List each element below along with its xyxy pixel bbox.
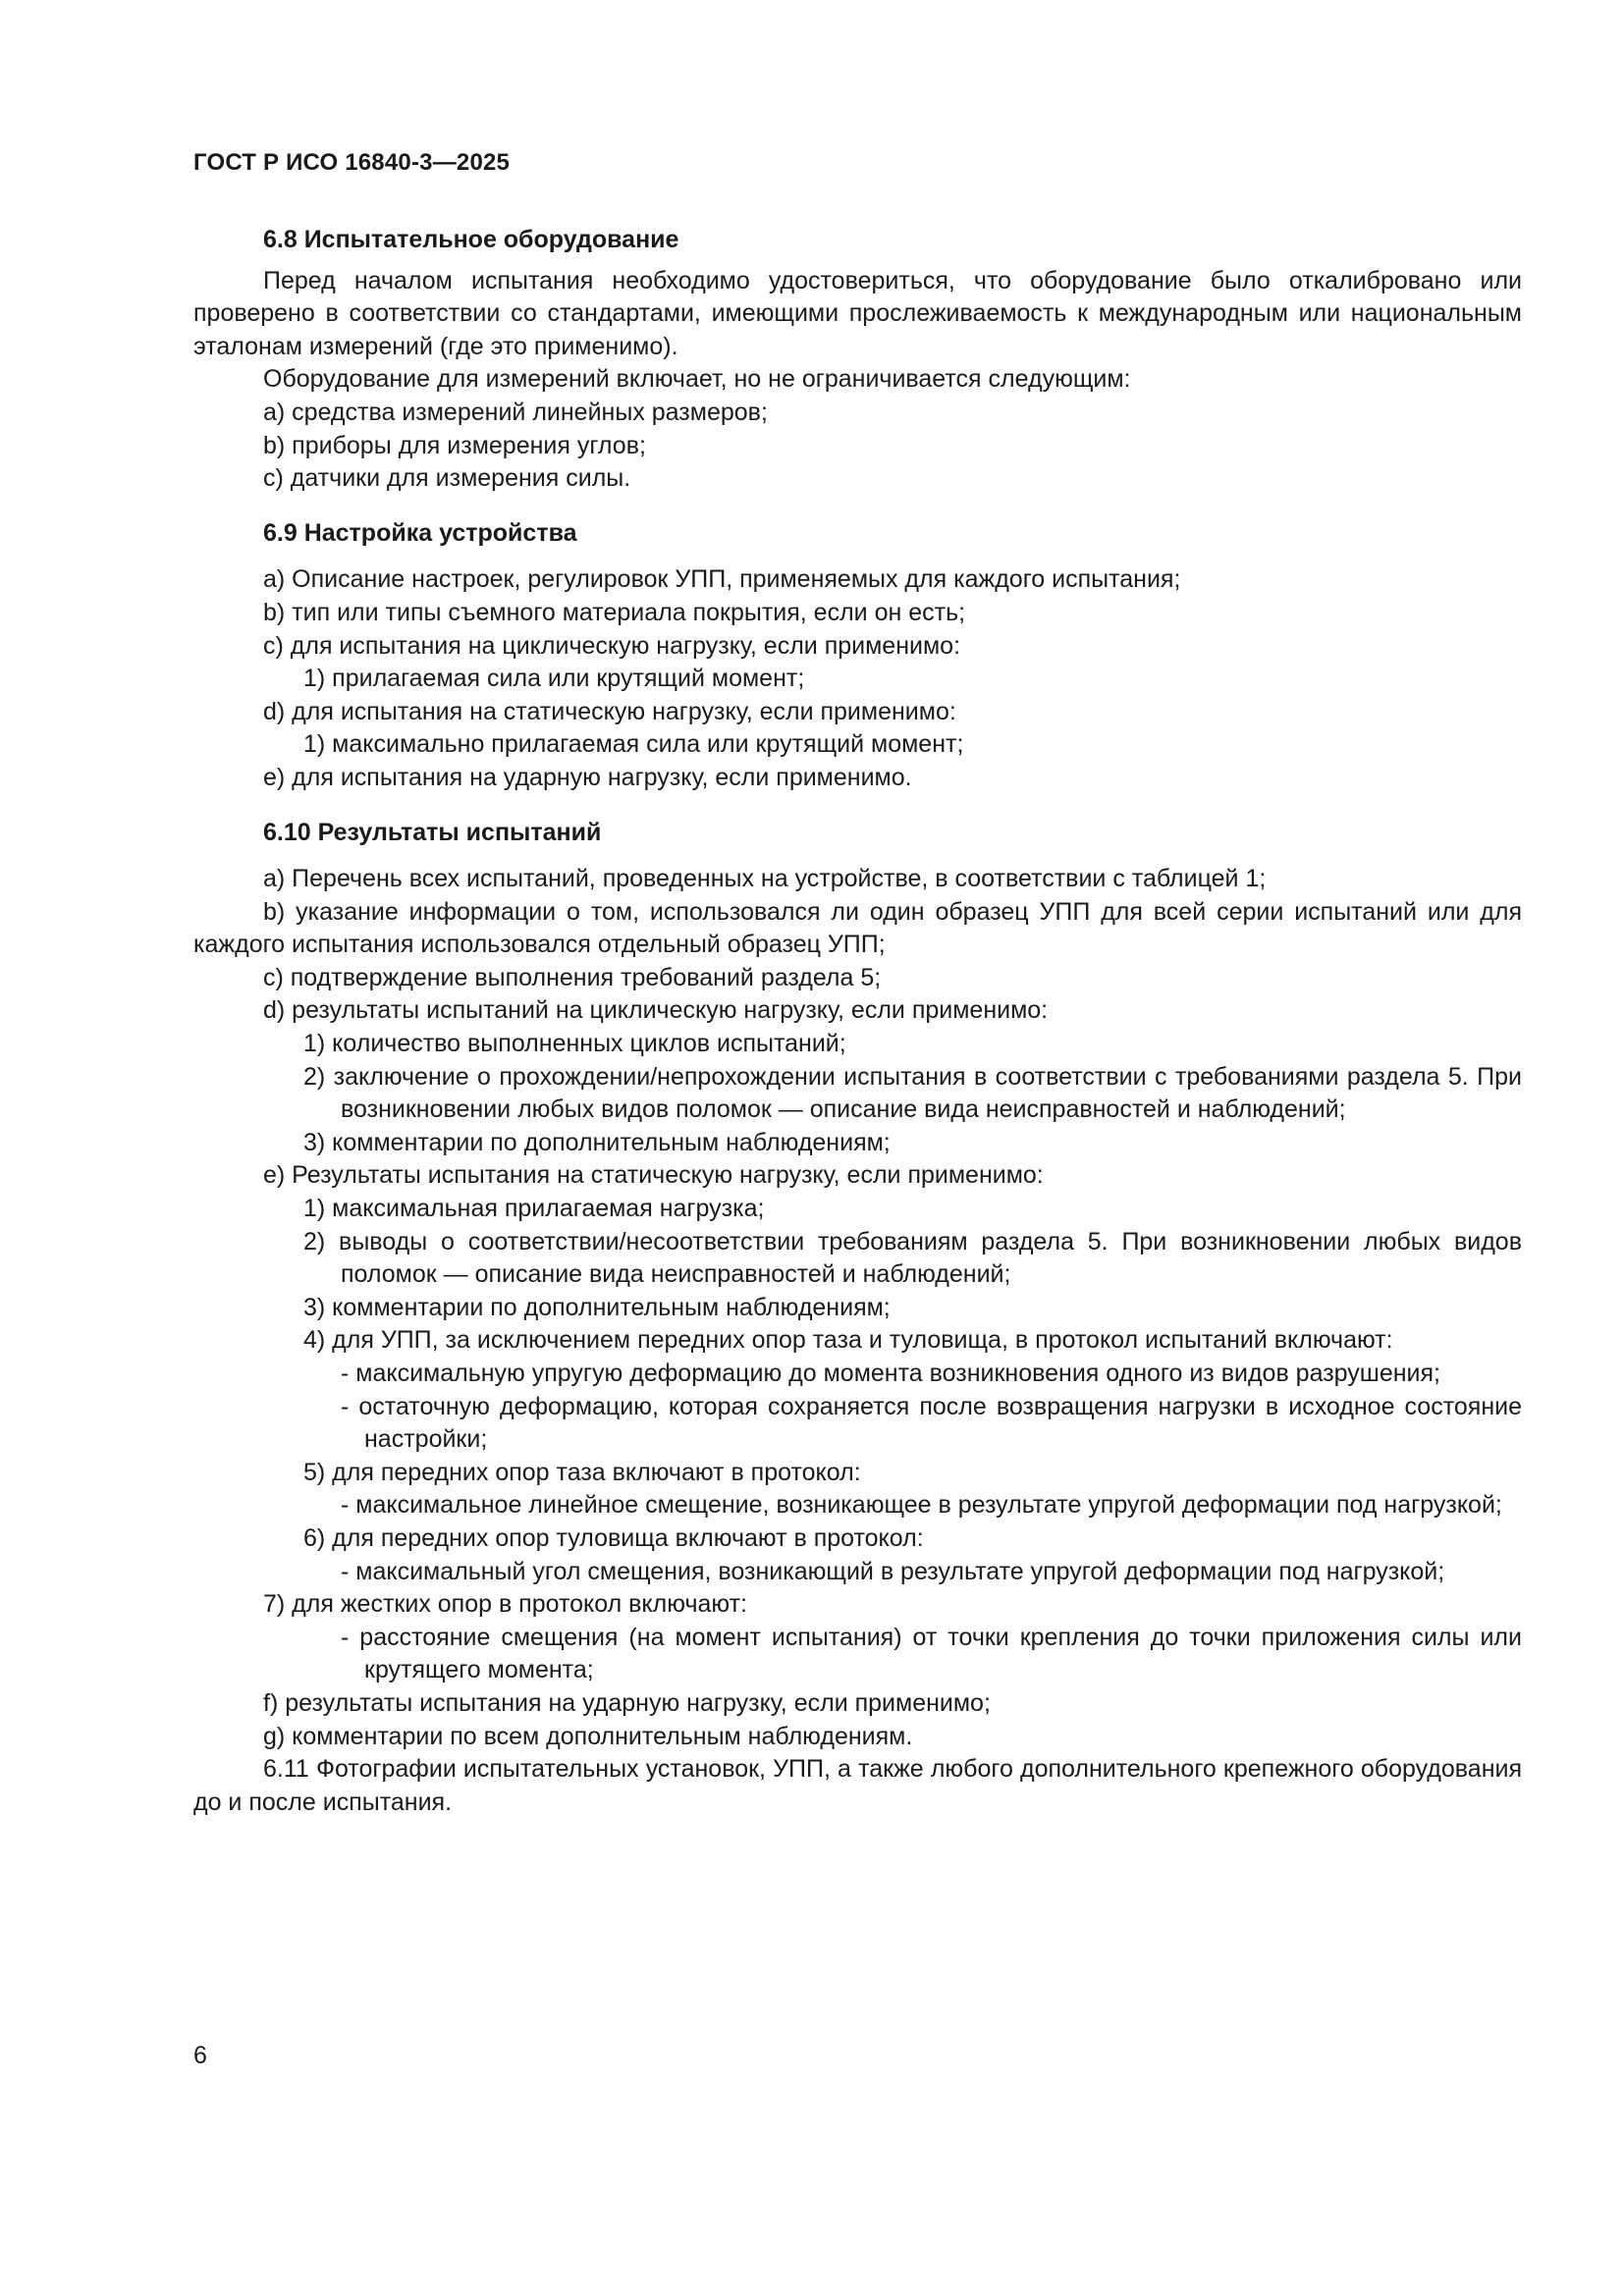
document-header: ГОСТ Р ИСО 16840-3—2025	[193, 149, 511, 176]
section-6-10-item-e7-dash: - расстояние смещения (на момент испытания) от точки крепления до точки приложения силы или крутящего момента;	[341, 1623, 1522, 1684]
section-6-9-item-b: b) тип или типы съемного материала покрытия, если он есть;	[263, 598, 966, 626]
section-6-9-item-c1: 1) прилагаемая сила или крутящий момент;	[303, 665, 805, 693]
section-6-8-title: 6.8 Испытательное оборудование	[263, 226, 679, 253]
section-6-9-item-e: e) для испытания на ударную нагрузку, если применимо.	[263, 763, 912, 791]
section-6-11-paragraph: 6.11 Фотографии испытательных установок, УПП, а также любого дополнительного крепежного оборудования до и после испытания.	[193, 1755, 1522, 1816]
section-6-9-item-c: c) для испытания на циклическую нагрузку, если применимо:	[263, 631, 961, 660]
section-6-10-item-d2: 2) заключение о прохождении/непрохождении испытания в соответствии с требованиями раздела 5. При возникновении любых видов поломок — описание вида неисправностей и наблюдений;	[303, 1062, 1522, 1124]
section-6-9-item-a: a) Описание настроек, регулировок УПП, применяемых для каждого испытания;	[263, 565, 1181, 594]
section-6-10-item-e6: 6) для передних опор туловища включают в протокол:	[303, 1523, 924, 1552]
section-6-10-item-e4: 4) для УПП, за исключением передних опор таза и туловища, в протокол испытаний включают:	[303, 1326, 1393, 1355]
section-6-10-item-e7: 7) для жестких опор в протокол включают:	[263, 1590, 747, 1619]
section-6-10-item-e6-dash: - максимальный угол смещения, возникающий в результате упругой деформации под нагрузкой;	[341, 1557, 1445, 1585]
document-body	[193, 224, 1522, 1819]
section-6-8-paragraph-2: Оборудование для измерений включает, но не ограничивается следующим:	[263, 365, 1131, 394]
section-6-10-item-e3: 3) комментарии по дополнительным наблюдениям;	[303, 1293, 891, 1321]
section-6-10-title: 6.10 Результаты испытаний	[263, 818, 602, 846]
section-6-9-title: 6.9 Настройка устройства	[263, 518, 577, 547]
section-6-8-item-c: c) датчики для измерения силы.	[263, 464, 631, 493]
section-6-9-item-d: d) для испытания на статическую нагрузку, если применимо:	[263, 697, 956, 725]
section-6-10-item-e: e) Результаты испытания на статическую нагрузку, если применимо:	[263, 1161, 1044, 1190]
section-6-10-item-d: d) результаты испытаний на циклическую нагрузку, если применимо:	[263, 996, 1049, 1025]
section-6-10-item-f: f) результаты испытания на ударную нагрузку, если применимо;	[263, 1688, 991, 1717]
section-6-10-item-e2: 2) выводы о соответствии/несоответствии требованиям раздела 5. При возникновении любых видов поломок — описание вида неисправностей и наблюдений;	[303, 1227, 1522, 1289]
section-6-10-item-e4-dash-2: - остаточную деформацию, которая сохраняется после возвращения нагрузки в исходное состояние настройки;	[341, 1392, 1522, 1454]
section-6-9-item-d1: 1) максимально прилагаемая сила или крутящий момент;	[303, 730, 964, 759]
section-6-10-item-e5: 5) для передних опор таза включают в протокол:	[303, 1458, 861, 1486]
section-6-10-item-e5-dash: - максимальное линейное смещение, возникающее в результате упругой деформации под нагрузкой;	[341, 1491, 1502, 1520]
section-6-8-item-b: b) приборы для измерения углов;	[263, 431, 646, 459]
section-6-8-paragraph-1: Перед началом испытания необходимо удостовериться, что оборудование было откалибровано или проверено в соответствии со стандартами, имеющими прослеживаемость к международным или национальным эталонам измерений (где это применимо).	[193, 266, 1522, 360]
section-6-8-item-a: a) средства измерений линейных размеров;	[263, 398, 768, 426]
page-number: 6	[193, 2042, 207, 2069]
section-6-10-item-a: a) Перечень всех испытаний, проведенных на устройстве, в соответствии с таблицей 1;	[263, 865, 1267, 893]
section-6-10-item-g: g) комментарии по всем дополнительным наблюдениям.	[263, 1722, 913, 1750]
section-6-10-item-d3: 3) комментарии по дополнительным наблюдениям;	[303, 1128, 891, 1156]
section-6-10-item-c: c) подтверждение выполнения требований раздела 5;	[263, 963, 882, 991]
section-6-10-item-e1: 1) максимальная прилагаемая нагрузка;	[303, 1195, 765, 1223]
section-6-10-item-e4-dash-1: - максимальную упругую деформацию до момента возникновения одного из видов разрушения;	[341, 1360, 1441, 1387]
section-6-10-item-d1: 1) количество выполненных циклов испытаний;	[303, 1030, 846, 1058]
section-6-10-item-b: b) указание информации о том, использовался ли один образец УПП для всей серии испытаний или для каждого испытания использовался отдельный образец УПП;	[193, 897, 1522, 959]
